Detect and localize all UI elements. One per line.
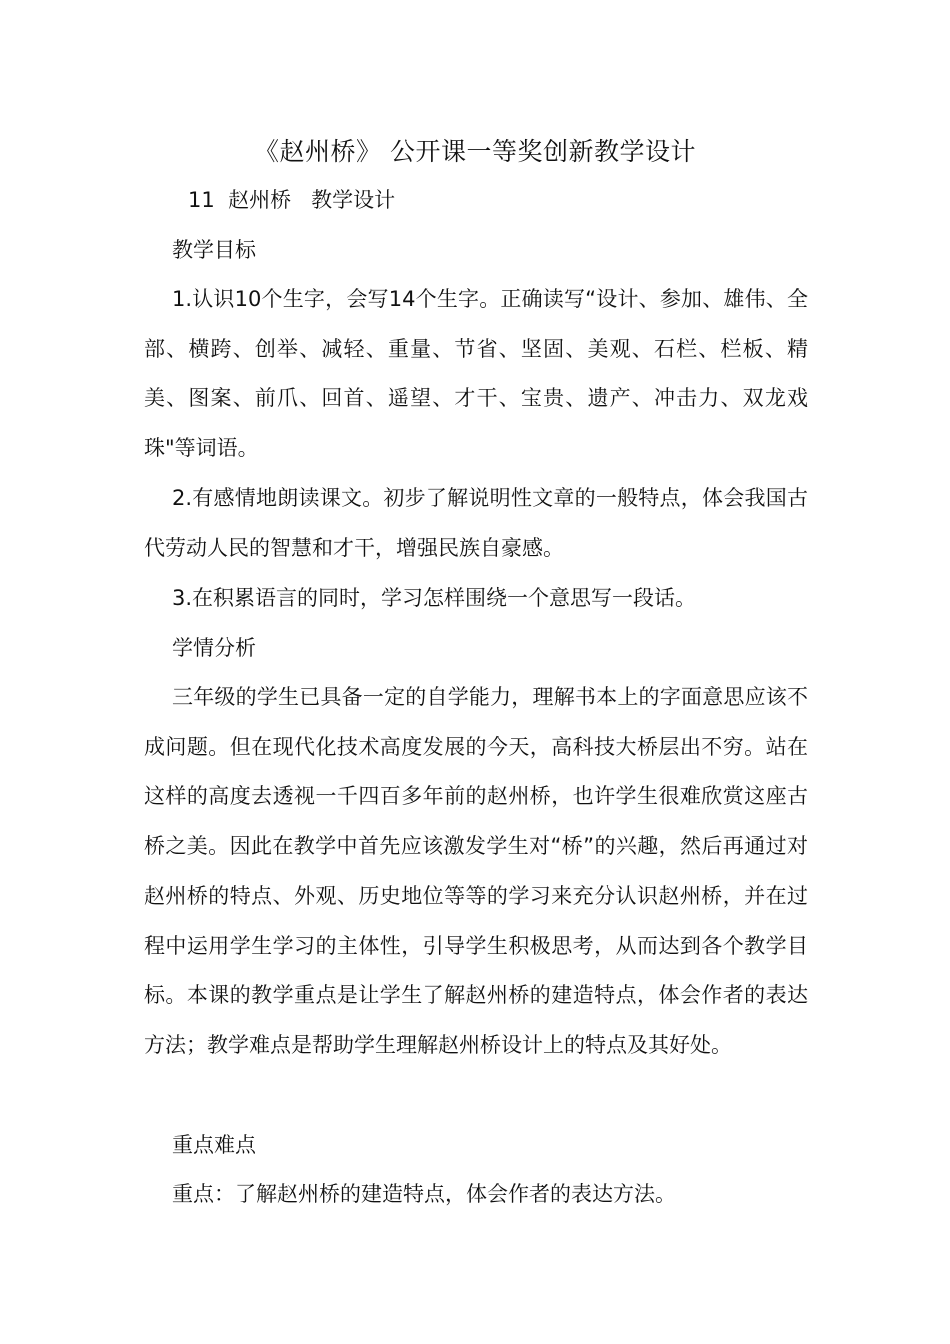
goal-paragraph-2: 2.有感情地朗读课文。初步了解说明性文章的一般特点，体会我国古代劳动人民的智慧和才干，增强民族自豪感。 — [144, 486, 808, 560]
key-point-paragraph: 重点：了解赵州桥的建造特点，体会作者的表达方法。 — [172, 1182, 676, 1206]
document-title: 《赵州桥》 公开课一等奖创新教学设计 — [254, 137, 696, 166]
goal-paragraph-1: 1.认识10个生字，会写14个生字。正确读写“设计、参加、雄伟、全部、横跨、创举、减轻、重量、节省、坚固、美观、石栏、栏板、精美、图案、前爪、回首、遥望、才干、宝贵、遗产、冲击力、双龙戏珠"等词语。 — [144, 287, 808, 461]
goal-paragraph-3: 3.在积累语言的同时，学习怎样围绕一个意思写一段话。 — [172, 586, 697, 610]
document-subtitle: 11 赵州桥 教学设计 — [188, 188, 396, 212]
section-heading-key-points: 重点难点 — [172, 1133, 256, 1157]
section-heading-goals: 教学目标 — [172, 238, 256, 262]
section-heading-analysis: 学情分析 — [172, 636, 256, 660]
analysis-paragraph: 三年级的学生已具备一定的自学能力，理解书本上的字面意思应该不成问题。但在现代化技术高度发展的今天，高科技大桥层出不穷。站在这样的高度去透视一千四百多年前的赵州桥，也许学生很难欣赏这座古桥之美。因此在教学中首先应该激发学生对“桥”的兴趣，然后再通过对赵州桥的特点、外观、历史地位等等的学习来充分认识赵州桥，并在过程中运用学生学习的主体性，引导学生积极思考，从而达到各个教学目标。本课的教学重点是让学生了解赵州桥的建造特点，体会作者的表达方法；教学难点是帮助学生理解赵州桥设计上的特点及其好处。 — [144, 685, 808, 1057]
